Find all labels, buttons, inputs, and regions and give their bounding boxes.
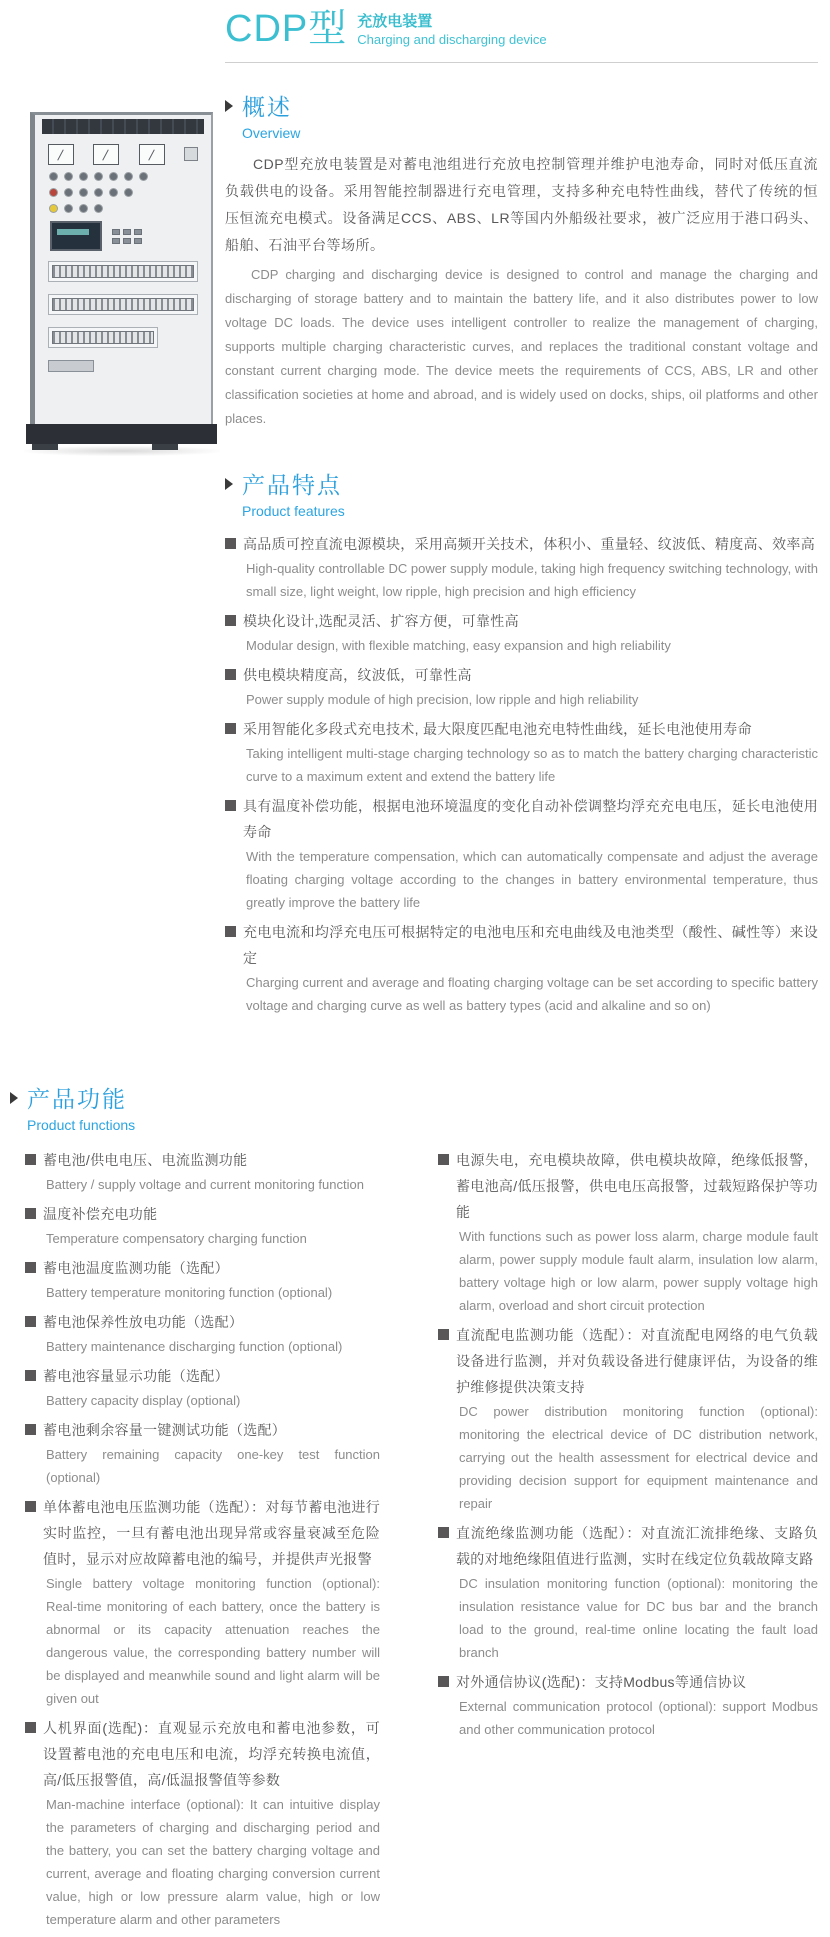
- indicator-lamp: [95, 189, 102, 196]
- function-item: [25, 1363, 380, 1412]
- function-text-en: Battery remaining capacity one-key test function (optional): [46, 1447, 380, 1485]
- bullet-square-icon: [25, 1316, 36, 1327]
- function-item: [25, 1309, 380, 1358]
- bullet-square-icon: [438, 1154, 449, 1165]
- function-text-zh: 蓄电池保养性放电功能（选配）: [43, 1314, 244, 1330]
- bullet-square-icon: [438, 1676, 449, 1687]
- function-text-en: DC power distribution monitoring function (optional): monitoring the electrical device of DC distribution network, carrying out the health assessment for electrical device and providing decision support for equipment maintenance and repair: [459, 1404, 818, 1511]
- feature-text-zh: 供电模块精度高，纹波低，可靠性高: [243, 667, 472, 683]
- overview-paragraph-en: CDP charging and discharging device is designed to control and manage the charging and discharging of storage battery and to maintain the battery life, and it also distributes power to low voltage DC loads. The device uses intelligent controller to realize the management of charging, supports multiple charging characteristic curves, and replaces the traditional constant voltage and constant current charging mode. The device meets the requirements of CCS, ABS, LR and other classification societies at home and abroad, and is widely used on docks, ships, oil platforms and other places.: [225, 267, 818, 426]
- function-text-en: External communication protocol (optional): support Modbus and other communication protocol: [459, 1699, 818, 1737]
- function-text-en: DC insulation monitoring function (optional): monitoring the insulation resistance value for DC bus bar and the branch load to the ground, real-time online locating the fault load branch: [459, 1576, 818, 1660]
- feature-text-en: Charging current and average and floating charging voltage can be set according to specific battery voltage and charging curve as well as battery types (acid and alkaline and so on): [246, 975, 818, 1013]
- indicator-lamp: [80, 205, 87, 212]
- feature-text-en: Modular design, with flexible matching, easy expansion and high reliability: [246, 638, 671, 653]
- bullet-square-icon: [225, 669, 236, 680]
- function-text-zh: 蓄电池剩余容量一键测试功能（选配）: [43, 1422, 287, 1438]
- cabinet-feet: [32, 444, 211, 450]
- bullet-square-icon: [25, 1722, 36, 1733]
- functions-right-column: [438, 1147, 818, 1936]
- bullet-square-icon: [438, 1329, 449, 1340]
- indicator-lamp: [110, 173, 117, 180]
- function-text-en: Temperature compensatory charging function: [46, 1231, 307, 1246]
- functions-title: 产品功能: [27, 1086, 127, 1112]
- function-item: [25, 1147, 380, 1196]
- features-subtitle: Product features: [242, 503, 345, 519]
- function-text-en: Single battery voltage monitoring function (optional): Real-time monitoring of each battery, once the battery is abnormal or its capacity attenuation reaches the dangerous value, the corresponding battery number will be displayed and meanwhile sound and light alarm will be given out: [46, 1576, 380, 1706]
- indicator-row: [42, 173, 204, 180]
- function-text-zh: 人机界面(选配)：直观显示充放电和蓄电池参数，可设置蓄电池的充电电压和电流，均浮充转换电流值，高/低压报警值，高/低温报警值等参数: [43, 1720, 380, 1788]
- bullet-square-icon: [225, 723, 236, 734]
- indicator-row: [42, 189, 204, 196]
- feature-text-en: High-quality controllable DC power supply module, taking high frequency switching technology, with small size, light weight, low ripple, high precision and high efficiency: [246, 561, 818, 599]
- section-arrow-icon: [225, 100, 233, 112]
- function-text-en: Battery / supply voltage and current monitoring function: [46, 1177, 364, 1192]
- breaker-slots: [52, 331, 154, 344]
- features-title: 产品特点: [242, 472, 342, 498]
- bullet-square-icon: [225, 800, 236, 811]
- indicator-lamp: [125, 173, 132, 180]
- feature-text-zh: 采用智能化多段式充电技术, 最大限度匹配电池充电特性曲线，延长电池使用寿命: [243, 721, 752, 737]
- breaker-strip: [48, 261, 198, 282]
- indicator-lamp: [110, 189, 117, 196]
- indicator-lamp-yellow: [50, 205, 57, 212]
- function-text-zh: 单体蓄电池电压监测功能（选配）：对每节蓄电池进行实时监控，一旦有蓄电池出现异常或容量衰减至危险值时，显示对应故障蓄电池的编号，并提供声光报警: [43, 1499, 380, 1567]
- function-text-zh: 直流绝缘监测功能（选配）：对直流汇流排绝缘、支路负载的对地绝缘阻值进行监测，实时在线定位负载故障支路: [456, 1525, 818, 1567]
- function-text-zh: 电源失电，充电模块故障，供电模块故障，绝缘低报警，蓄电池高/低压报警，供电电压高报警，过载短路保护等功能: [456, 1152, 818, 1220]
- function-text-en: Battery maintenance discharging function (optional): [46, 1339, 343, 1354]
- indicator-lamp: [140, 173, 147, 180]
- hmi-key: [112, 229, 120, 235]
- overview-section: [225, 89, 818, 431]
- bullet-square-icon: [225, 538, 236, 549]
- indicator-lamp: [80, 173, 87, 180]
- function-text-zh: 对外通信协议(选配)：支持Modbus等通信协议: [456, 1674, 747, 1690]
- feature-item: [225, 608, 818, 657]
- breaker-slots: [52, 265, 194, 278]
- feature-text-en: Taking intelligent multi-stage charging technology so as to match the battery charging characteristic curve to a maximum extent and extend the battery life: [246, 746, 818, 784]
- overview-title: 概述: [242, 94, 292, 120]
- function-item: [25, 1494, 380, 1710]
- bullet-square-icon: [25, 1424, 36, 1435]
- functions-section: [0, 1081, 830, 1936]
- analog-meter: [93, 144, 119, 165]
- bullet-square-icon: [25, 1501, 36, 1512]
- function-item: [25, 1715, 380, 1931]
- title-divider: [225, 62, 818, 63]
- function-item: [438, 1520, 818, 1664]
- analog-meter: [48, 144, 74, 165]
- bullet-square-icon: [25, 1262, 36, 1273]
- main-column: [225, 0, 830, 1017]
- subtitle-zh: 充放电装置: [357, 13, 433, 30]
- feature-text-en: Power supply module of high precision, low ripple and high reliability: [246, 692, 639, 707]
- function-item: [25, 1417, 380, 1489]
- panel-module: [184, 147, 198, 161]
- function-text-en: Man-machine interface (optional): It can intuitive display the parameters of charging and discharging period and the battery, you can set the battery charging voltage and current, average and floating charging conversion current value, high or low pressure alarm value, high or low temperature alarm and other parameters: [46, 1797, 380, 1927]
- function-item: [438, 1322, 818, 1515]
- title-subtitle: [357, 13, 546, 50]
- functions-left-column: [10, 1147, 380, 1936]
- function-item: [25, 1255, 380, 1304]
- subtitle-en: Charging and discharging device: [357, 32, 547, 47]
- overview-subtitle: Overview: [242, 125, 301, 141]
- section-arrow-icon: [10, 1092, 18, 1104]
- analog-meter: [139, 144, 165, 165]
- indicator-lamp: [65, 173, 72, 180]
- feature-item: [225, 919, 818, 1017]
- function-item: [438, 1147, 818, 1317]
- bullet-square-icon: [438, 1527, 449, 1538]
- hmi-key: [134, 229, 142, 235]
- indicator-lamp: [95, 205, 102, 212]
- model-name: CDP型: [225, 8, 348, 50]
- cabinet-meter-row: [42, 144, 204, 165]
- breaker-strip: [48, 327, 158, 348]
- hmi-key: [134, 238, 142, 244]
- breaker-strip: [48, 294, 198, 315]
- page-title: [225, 8, 818, 50]
- features-list: [225, 531, 818, 1017]
- bullet-square-icon: [25, 1154, 36, 1165]
- cabinet-vent-strip: [42, 119, 204, 134]
- overview-header: [225, 89, 818, 122]
- hmi-key: [112, 238, 120, 244]
- bullet-square-icon: [225, 926, 236, 937]
- function-text-zh: 蓄电池容量显示功能（选配）: [43, 1368, 229, 1384]
- indicator-lamp: [65, 205, 72, 212]
- feature-text-en: With the temperature compensation, which can automatically compensate and adjust the average floating charging voltage according to the changes in battery environmental temperature, thus greatly improve the battery life: [246, 849, 818, 910]
- indicator-lamp: [65, 189, 72, 196]
- function-text-en: Battery temperature monitoring function (optional): [46, 1285, 333, 1300]
- feature-text-zh: 充电电流和均浮充电压可根据特定的电池电压和充电曲线及电池类型（酸性、碱性等）来设定: [243, 924, 818, 966]
- section-arrow-icon: [225, 478, 233, 490]
- cabinet-front-panel: [30, 112, 213, 426]
- bullet-square-icon: [25, 1208, 36, 1219]
- function-text-zh: 温度补偿充电功能: [43, 1206, 158, 1222]
- function-item: [25, 1201, 380, 1250]
- indicator-lamp-red: [50, 189, 57, 196]
- function-text-en: With functions such as power loss alarm, charge module fault alarm, power supply module fault alarm, insulation low alarm, battery voltage high or low alarm, power supply voltage high alarm, overload and short circuit protection: [459, 1229, 818, 1313]
- cabinet-base: [26, 424, 217, 444]
- function-item: [438, 1669, 818, 1741]
- hmi-display: [50, 221, 102, 251]
- function-text-zh: 蓄电池温度监测功能（选配）: [43, 1260, 229, 1276]
- feature-item: [225, 531, 818, 603]
- overview-paragraph-zh: CDP型充放电装置是对蓄电池组进行充放电控制管理并维护电池寿命，同时对低压直流负载供电的设备。采用智能控制器进行充电管理，支持多种充电特性曲线，替代了传统的恒压恒流充电模式。设备满足CCS、ABS、LR等国内外船级社要求，被广泛应用于港口码头、船舶、石油平台等场所。: [225, 156, 818, 253]
- features-section: [225, 467, 818, 1017]
- hmi-keypad: [112, 229, 142, 244]
- indicator-lamp: [80, 189, 87, 196]
- function-text-zh: 直流配电监测功能（选配）：对直流配电网络的电气负载设备进行监测，并对负载设备进行健康评估，为设备的维护维修提供决策支持: [456, 1327, 818, 1395]
- indicator-lamp: [125, 189, 132, 196]
- terminal-block: [48, 360, 94, 372]
- functions-header: [10, 1081, 818, 1114]
- functions-columns: [10, 1147, 818, 1936]
- feature-text-zh: 具有温度补偿功能，根据电池环境温度的变化自动补偿调整均浮充充电电压，延长电池使用寿命: [243, 798, 818, 840]
- feature-item: [225, 793, 818, 914]
- hmi-row: [42, 221, 204, 251]
- breaker-slots: [52, 298, 194, 311]
- features-header: [225, 467, 818, 500]
- indicator-lamp: [50, 173, 57, 180]
- functions-subtitle: Product functions: [27, 1117, 136, 1133]
- feature-item: [225, 716, 818, 788]
- function-text-en: Battery capacity display (optional): [46, 1393, 241, 1408]
- hmi-key: [123, 229, 131, 235]
- indicator-lamp: [95, 173, 102, 180]
- bullet-square-icon: [225, 615, 236, 626]
- indicator-row: [42, 205, 204, 212]
- feature-text-zh: 模块化设计,选配灵活、扩容方便，可靠性高: [243, 613, 519, 629]
- product-photo: [30, 112, 213, 450]
- feature-item: [225, 662, 818, 711]
- function-text-zh: 蓄电池/供电电压、电流监测功能: [43, 1152, 248, 1168]
- bullet-square-icon: [25, 1370, 36, 1381]
- feature-text-zh: 高品质可控直流电源模块，采用高频开关技术，体积小、重量轻、纹波低、精度高、效率高: [243, 536, 815, 552]
- hmi-key: [123, 238, 131, 244]
